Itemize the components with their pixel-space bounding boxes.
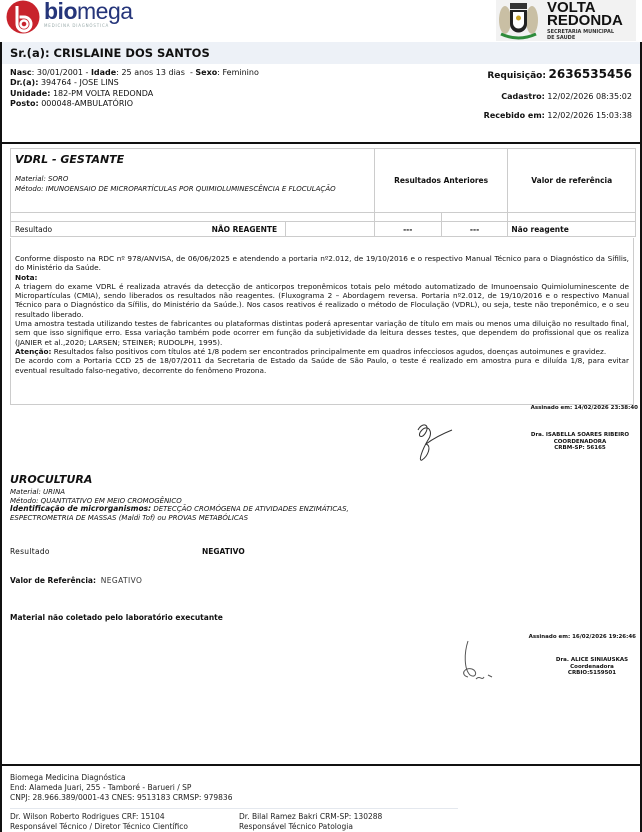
result-row <box>11 222 635 236</box>
patient-name: Sr.(a): CRISLAINE DOS SANTOS <box>10 46 210 60</box>
exam-title: UROCULTURA <box>10 473 93 486</box>
doctor-name: Dr. Wilson Roberto Rodrigues CRF: 15104 <box>10 812 165 821</box>
exam-material: Material: SORO <box>15 175 69 183</box>
urocultura-signer <box>542 657 642 677</box>
result-value: NEGATIVO <box>202 547 245 556</box>
idade-label: Idade <box>90 68 117 77</box>
signer-registry: CRBIO:5159501 <box>567 670 617 676</box>
patient-info <box>0 64 642 142</box>
cadastro-label: Cadastro: <box>501 92 545 101</box>
atencao-label: Atenção: <box>15 346 52 356</box>
vdrl-signer <box>520 432 640 452</box>
footer-divider <box>10 808 458 809</box>
exam-method: Método: IMUNOENSAIO DE MICROPARTÍCULAS POR QUIMIOLUMINESCÊNCIA E FLOCULAÇÃO <box>15 185 336 193</box>
recebido-label: Recebido em: <box>483 111 545 120</box>
unidade-line <box>10 89 259 99</box>
logo-tagline: MEDICINA DIAGNÓSTICA <box>44 23 110 28</box>
signature-isabella-icon <box>408 418 458 468</box>
lab-name: Biomega Medicina Diagnóstica <box>10 773 126 782</box>
biomega-logo <box>6 0 133 34</box>
doctor-role: Responsável Técnico Patologia <box>239 822 353 831</box>
cadastro-value: 12/02/2026 08:35:02 <box>547 92 632 101</box>
nasc-label: Nasc <box>10 68 32 77</box>
municipal-logo-line3: SECRETARIA MUNICIPAL <box>547 29 615 35</box>
identification-method <box>10 505 370 522</box>
atencao-text: Resultados falso positivos com títulos até 1/8 podem ser encontrados principalmente em quadros infecciosos agudos, doenças autoimunes e gravidez. <box>51 346 607 356</box>
nasc-value: 30/01/2001 <box>36 68 83 77</box>
idade-value: 25 anos 13 dias <box>121 68 185 77</box>
note-portaria: De acordo com a Portaria CCD 25 de 18/07/2011 da Secretaria de Estado da Saúde de São Paulo, o teste é realizado em amostra pura e diluída 1/8, para evitar eventual resultado falso-negativo, decorrente do fenômeno Prozona. <box>15 356 629 375</box>
lab-registry: CNPJ: 28.966.389/0001-43 CNES: 9513183 CRMSP: 979836 <box>10 793 233 802</box>
signer-name: Dra. ISABELLA SOARES RIBEIRO <box>530 432 630 438</box>
doctor-label: Dr.(a): <box>10 77 39 87</box>
logo-word-thin: mega <box>77 0 133 24</box>
vdrl-notes <box>10 238 634 405</box>
note-atencao <box>15 347 629 356</box>
exam-material: Material: URINA <box>10 488 66 496</box>
logo-word-bold: bio <box>44 0 77 24</box>
doctor-value: 394764 - JOSE LINS <box>40 77 119 87</box>
municipal-logo-line1: VOLTA <box>547 0 596 16</box>
requisicao-label: Requisição: <box>487 71 546 81</box>
signature-alice-icon <box>454 639 504 689</box>
signer-role: COORDENADORA <box>553 438 607 445</box>
col-previous-results: Resultados Anteriores <box>375 149 509 212</box>
unidade-label: Unidade: <box>10 89 51 98</box>
nota-label: Nota: <box>15 272 38 282</box>
previous-result-1: --- <box>375 222 442 236</box>
note-conforme: Conforme disposto na RDC nº 978/ANVISA, de 06/06/2025 e atendendo a portaria nº2.012, de 19/10/2016 e o respectivo Manual Técnico para o Diagnóstico da Sífilis, do Ministério da Saúde. <box>15 254 629 273</box>
exam-method: Método: QUANTITATIVO EM MEIO CROMOGÊNICO <box>10 496 182 505</box>
vdrl-header-row <box>11 149 635 213</box>
identification-text: DETECÇÃO CROMÓGENA DE ATIVIDADES ENZIMÁTICAS, ESPECTROMETRIA DE MASSAS (Maldi Tof) ou PROVAS METABÓLICAS <box>10 505 349 522</box>
signer-registry: CRBM-SP: 56165 <box>554 445 606 451</box>
urocultura-signed-at: Assinado em: 16/02/2026 19:26:46 <box>528 634 636 640</box>
doctor-line <box>10 78 259 88</box>
posto-line <box>10 99 259 109</box>
patient-band <box>0 42 642 64</box>
posto-value: 000048-AMBULATÓRIO <box>41 98 134 108</box>
signer-role: Coordenadora <box>570 663 614 670</box>
result-value: NÃO REAGENTE <box>211 224 278 234</box>
signer-name: Dra. ALICE SINIAUSKAS <box>555 657 629 663</box>
reference-label: Valor de Referência: <box>10 576 96 585</box>
city-crest-icon <box>496 0 541 41</box>
exam-title: VDRL - GESTANTE <box>15 153 125 166</box>
previous-result-2: --- <box>442 222 509 236</box>
recebido-line <box>484 111 632 120</box>
reference-value: Não reagente <box>511 224 569 234</box>
municipal-logo-line4: DE SAUDE <box>547 35 576 41</box>
cadastro-line <box>501 92 632 101</box>
reference-value: NEGATIVO <box>100 576 143 585</box>
urocultura-section <box>0 464 642 764</box>
sexo-label: Sexo <box>195 68 218 77</box>
col-reference-value: Valor de referência <box>531 176 613 185</box>
requisicao-line <box>487 67 632 81</box>
requisicao-number: 2636535456 <box>548 67 632 81</box>
municipal-logo-line2: REDONDA <box>547 12 623 29</box>
vdrl-section <box>0 142 642 464</box>
sexo-value: Feminino <box>222 68 259 77</box>
vdrl-signed-at: Assinado em: 14/02/2026 23:38:40 <box>530 405 638 411</box>
identification-label: Identificação de microrganismos: <box>10 504 152 514</box>
posto-label: Posto: <box>10 98 39 108</box>
unidade-value: 182-PM VOLTA REDONDA <box>52 89 154 98</box>
report-header <box>0 0 642 41</box>
reference-line <box>10 576 142 585</box>
result-label: Resultado <box>15 224 53 234</box>
recebido-value: 12/02/2026 15:03:38 <box>547 111 632 120</box>
doctor-name: Dr. Bilal Ramez Bakri CRM-SP: 130288 <box>239 812 383 821</box>
lab-address: End: Alameda Juari, 255 - Tamboré - Barueri / SP <box>10 783 192 792</box>
collection-note: Material não coletado pelo laboratório executante <box>10 613 223 622</box>
result-label: Resultado <box>10 547 50 556</box>
birth-age-sex-line: Nasc: 30/01/2001 - Idade: 25 anos 13 dias - Sexo: Feminino <box>10 68 259 77</box>
biomega-logo-icon <box>6 0 40 34</box>
volta-redonda-logo <box>496 0 636 41</box>
note-triagem: A triagem do exame VDRL é realizada através da detecção de anticorpos treponêmicos totais pelo método automatizado de Imunoensaio Quimioluminescente de Micropartículas (CMIA), sendo liberados os resultados não reagentes. (Fluxograma 2 – Abordagem reversa. Portaria nº2.012, de 19/10/2016 e o respectivo Manual Técnico para o Diagnóstico da Sífilis, do Ministério da Saúde.). Nos casos reativos é realizado o método de Floculação (VDRL), ou seja, teste não treponêmico, e o seu resultado liberado. <box>15 281 629 319</box>
technical-director-2 <box>239 812 382 832</box>
note-amostra: Uma amostra testada utilizando testes de fabricantes ou plataformas distintas poderá apresentar variação de título em mais ou menos uma diluição no resultado final, sem que isso signifique erro. Essa variação também pode ocorrer em função da subjetividade da leitura desses testes, que dependem do profissional que os realiza (JANIER et al.,2020; LARSEN; STEINER; RUDOLPH, 1995). <box>15 319 629 347</box>
doctor-role: Responsável Técnico / Diretor Técnico Científico <box>10 822 188 831</box>
exam-info-cell <box>11 149 375 212</box>
report-footer <box>0 764 642 832</box>
vdrl-results-table <box>10 148 636 237</box>
technical-director-1 <box>10 812 188 832</box>
spacer-row <box>11 213 635 222</box>
